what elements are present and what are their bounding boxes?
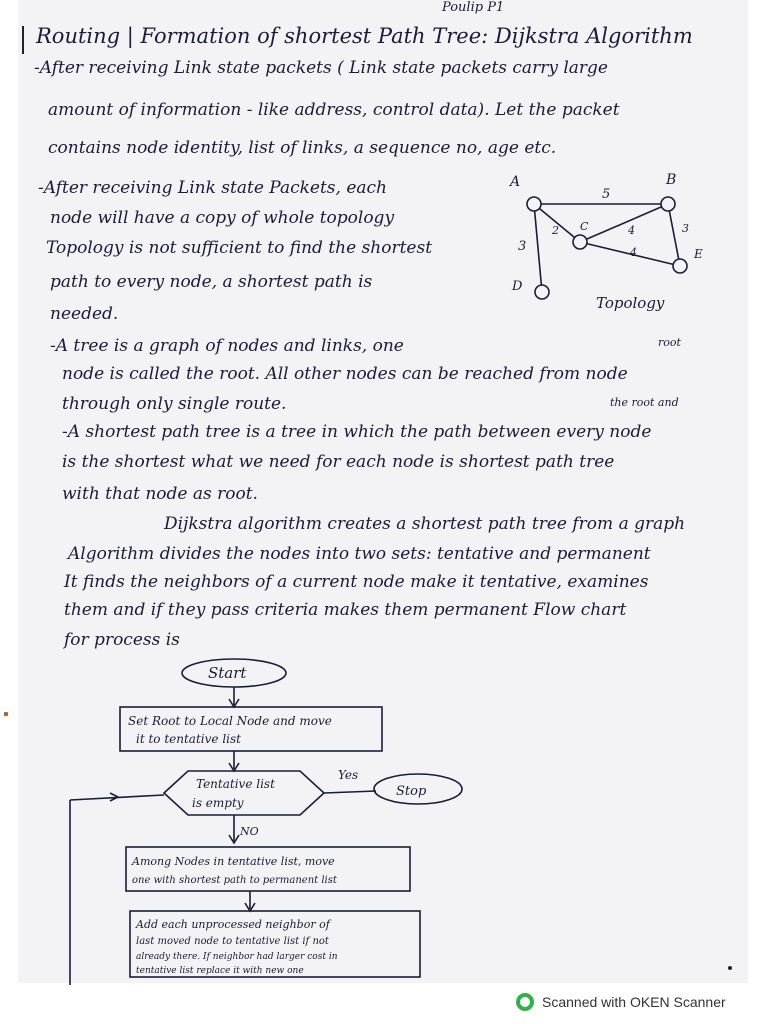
text-line: through only single route. (62, 394, 287, 414)
node-d (535, 285, 549, 299)
text-line: is the shortest what we need for each node is shortest path tree (62, 452, 615, 472)
process-label: Among Nodes in tentative list, move (132, 855, 335, 868)
edge-weight: 4 (628, 224, 635, 237)
text-line: them and if they pass criteria makes them permanent Flow chart (64, 600, 627, 620)
no-label: NO (240, 825, 259, 838)
text-line: node is called the root. All other nodes can be reached from node (62, 364, 628, 384)
decision-label: is empty (192, 796, 244, 810)
stray-mark (4, 712, 8, 716)
edge-b-e (668, 204, 680, 266)
text-line: with that node as root. (62, 484, 258, 504)
process-label: last moved node to tentative list if not (136, 936, 329, 947)
edge-weight: 2 (552, 224, 559, 237)
process-label: tentative list replace it with new one (136, 966, 304, 976)
text-line: -A tree is a graph of nodes and links, one (50, 336, 404, 356)
node-b (661, 197, 675, 211)
scanner-text: Scanned with OKEN Scanner (542, 994, 726, 1010)
process-label: Set Root to Local Node and move (128, 714, 332, 728)
process-label: it to tentative list (136, 732, 241, 746)
yes-label: Yes (338, 768, 359, 782)
insertion-note: the root and (610, 396, 679, 409)
edge-weight: 4 (630, 246, 637, 259)
edge-weight: 5 (602, 187, 611, 202)
topology-graph (498, 168, 728, 318)
text-line: -After receiving Link state Packets, each (38, 178, 388, 198)
text-line: Topology is not sufficient to find the shortest (46, 238, 433, 258)
node-label: A (510, 174, 521, 190)
text-line: contains node identity, list of links, a sequence no, age etc. (48, 138, 557, 158)
process-label: one with shortest path to permanent list (132, 875, 337, 886)
flow-stop-label: Stop (396, 784, 427, 799)
text-line: node will have a copy of whole topology (50, 208, 395, 228)
flow-arrow (324, 791, 376, 793)
edge-a-d (534, 204, 542, 292)
scanner-watermark (516, 990, 726, 1014)
edge-weight: 3 (518, 239, 527, 254)
node-label: D (512, 279, 523, 294)
text-line: needed. (50, 304, 119, 324)
graph-caption: Topology (596, 294, 665, 312)
node-label: E (694, 247, 703, 261)
text-line: It finds the neighbors of a current node make it tentative, examines (64, 572, 649, 592)
text-line: Dijkstra algorithm creates a shortest path tree from a graph (164, 514, 686, 534)
edge-c-b (580, 204, 668, 242)
text-line: for process is (64, 630, 180, 650)
flow-start-label: Start (208, 664, 247, 682)
page-title: Routing | Formation of shortest Path Tree: Dijkstra Algorithm (36, 24, 693, 48)
insertion-note: root (658, 336, 681, 349)
node-label: C (580, 220, 589, 233)
margin-mark (22, 26, 24, 54)
node-label: B (666, 172, 677, 188)
decision-label: Tentative list (196, 777, 275, 791)
edge-weight: 3 (682, 222, 689, 235)
text-line: path to every node, a shortest path is (50, 272, 373, 292)
text-line: amount of information - like address, control data). Let the packet (48, 100, 620, 120)
node-e (673, 259, 687, 273)
flowchart (60, 655, 480, 985)
process-label: already there. If neighbor had larger cost in (136, 952, 338, 962)
text-line: -A shortest path tree is a tree in which the path between every node (62, 422, 652, 442)
text-line: Algorithm divides the nodes into two sets: tentative and permanent (68, 544, 651, 564)
stray-dot (728, 966, 732, 970)
node-a (527, 197, 541, 211)
process-label: Add each unprocessed neighbor of (136, 918, 330, 931)
page-mark: Poulip P1 (442, 0, 505, 15)
text-line: -After receiving Link state packets ( Link state packets carry large (34, 58, 608, 78)
scanner-logo-icon (516, 993, 534, 1011)
node-c (573, 235, 587, 249)
